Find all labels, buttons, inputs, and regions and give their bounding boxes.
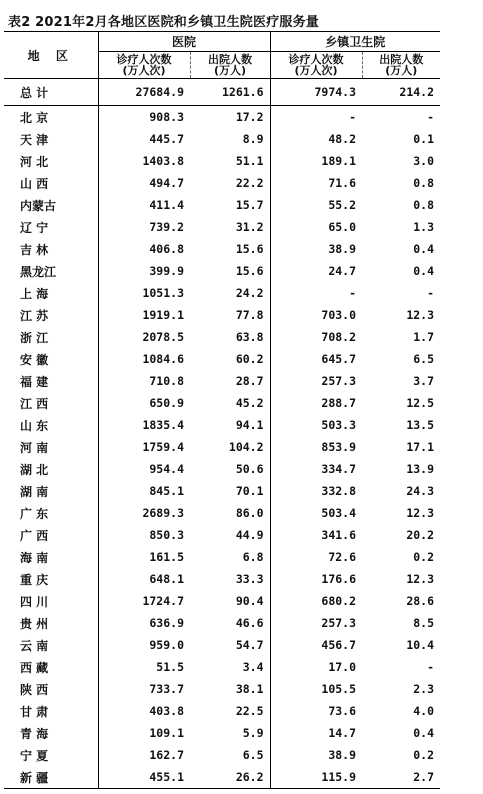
region-cell: 甘 肃	[4, 700, 98, 722]
region-cell: 湖 北	[4, 458, 98, 480]
region-cell: 山 东	[4, 414, 98, 436]
region-cell: 湖 南	[4, 480, 98, 502]
table-title: 表2 2021年2月各地区医院和乡镇卫生院医疗服务量	[8, 15, 319, 30]
township-visits-cell: 38.9	[270, 238, 362, 260]
region-cell: 江 苏	[4, 304, 98, 326]
hospital-visits-cell: 636.9	[98, 612, 190, 634]
region-cell: 宁 夏	[4, 744, 98, 766]
table-row	[4, 656, 440, 678]
hospital-visits-cell: 648.1	[98, 568, 190, 590]
hospital-visits-cell: 403.8	[98, 700, 190, 722]
township-discharges-cell: 0.8	[413, 176, 435, 190]
township-visits-cell: 65.0	[270, 216, 362, 238]
table-row	[4, 634, 440, 656]
hospital-discharges-cell: 54.7	[235, 638, 264, 652]
township-discharges-cell: 0.4	[413, 726, 435, 740]
township-visits-cell: 341.6	[270, 524, 362, 546]
table-row	[4, 414, 440, 436]
table-row	[4, 370, 440, 392]
hospital-visits-cell: 51.5	[98, 656, 190, 678]
table-row	[4, 678, 440, 700]
hospital-discharges-cell: 33.3	[235, 572, 264, 586]
hospital-visits-cell: 399.9	[98, 260, 190, 282]
hospital-visits-cell: 494.7	[98, 172, 190, 194]
region-cell: 海 南	[4, 546, 98, 568]
hospital-visits-cell: 406.8	[98, 238, 190, 260]
hospital-discharges-cell: 1261.6	[190, 79, 270, 106]
township-visits-cell: 708.2	[270, 326, 362, 348]
hospital-discharges-cell: 45.2	[235, 396, 264, 410]
table-row	[4, 546, 440, 568]
region-cell: 上 海	[4, 282, 98, 304]
hospital-visits-cell: 27684.9	[98, 79, 190, 106]
township-visits-cell: 72.6	[270, 546, 362, 568]
hospital-visits-cell: 162.7	[98, 744, 190, 766]
region-cell: 河 北	[4, 150, 98, 172]
hospital-discharges-cell: 8.9	[242, 132, 264, 146]
table-row	[4, 436, 440, 458]
hospital-visits-cell: 908.3	[98, 106, 190, 129]
region-cell: 河 南	[4, 436, 98, 458]
hospital-visits-cell: 2078.5	[98, 326, 190, 348]
township-discharges-cell: 0.4	[413, 264, 435, 278]
hospital-discharges-cell: 77.8	[235, 308, 264, 322]
table-row	[4, 216, 440, 238]
table-row	[4, 524, 440, 546]
table-row	[4, 612, 440, 634]
table-row	[4, 194, 440, 216]
table-row	[4, 260, 440, 282]
township-visits-cell: 334.7	[270, 458, 362, 480]
hospital-discharges-cell: 6.8	[242, 550, 264, 564]
hospital-discharges-cell: 5.9	[242, 726, 264, 740]
hospital-discharges-cell: 63.8	[235, 330, 264, 344]
township-visits-cell: 14.7	[270, 722, 362, 744]
region-cell: 吉 林	[4, 238, 98, 260]
table-row	[4, 700, 440, 722]
township-visits-cell: 703.0	[270, 304, 362, 326]
township-discharges-cell: 28.6	[406, 594, 435, 608]
township-discharges-cell: 13.9	[406, 462, 435, 476]
table-row	[4, 150, 440, 172]
hospital-visits-cell: 455.1	[98, 766, 190, 789]
hospital-discharges-cell: 6.5	[242, 748, 264, 762]
region-cell: 福 建	[4, 370, 98, 392]
township-visits-cell: 24.7	[270, 260, 362, 282]
township-discharges-cell: 0.2	[413, 550, 435, 564]
township-visits-cell: 105.5	[270, 678, 362, 700]
township-visits-cell: 73.6	[270, 700, 362, 722]
table-row	[4, 766, 440, 789]
region-cell: 青 海	[4, 722, 98, 744]
region-cell: 重 庆	[4, 568, 98, 590]
township-discharges-cell: 4.0	[413, 704, 435, 718]
region-cell: 西 藏	[4, 656, 98, 678]
total-row	[4, 79, 440, 106]
township-visits-cell: 680.2	[270, 590, 362, 612]
township-visits-cell: -	[270, 282, 362, 304]
table-row	[4, 282, 440, 304]
township-discharges-cell: 6.5	[413, 352, 435, 366]
hospital-discharges-cell: 86.0	[235, 506, 264, 520]
hospital-discharges-header: 出院人数 (万人)	[190, 52, 270, 79]
township-discharges-cell: 12.5	[406, 396, 435, 410]
region-cell: 安 徽	[4, 348, 98, 370]
township-discharges-cell: -	[427, 660, 435, 674]
township-visits-header: 诊疗人次数 (万人次)	[270, 52, 362, 79]
hospital-visits-cell: 1724.7	[98, 590, 190, 612]
table-row	[4, 392, 440, 414]
region-cell: 新 疆	[4, 766, 98, 789]
table-row	[4, 502, 440, 524]
township-discharges-cell: 0.8	[413, 198, 435, 212]
township-discharges-cell: 12.3	[406, 506, 435, 520]
township-visits-cell: 115.9	[270, 766, 362, 789]
township-visits-cell: 38.9	[270, 744, 362, 766]
table-row	[4, 304, 440, 326]
region-cell: 黑龙江	[4, 260, 98, 282]
township-discharges-cell: 12.3	[406, 572, 435, 586]
header-row-groups	[4, 32, 440, 52]
hospital-discharges-cell: 15.6	[235, 264, 264, 278]
region-cell: 四 川	[4, 590, 98, 612]
township-discharges-cell: 10.4	[406, 638, 435, 652]
table-row	[4, 458, 440, 480]
region-cell: 贵 州	[4, 612, 98, 634]
township-discharges-cell: 0.2	[413, 748, 435, 762]
hospital-visits-cell: 445.7	[98, 128, 190, 150]
hospital-visits-cell: 1759.4	[98, 436, 190, 458]
hospital-visits-cell: 733.7	[98, 678, 190, 700]
township-discharges-cell: 12.3	[406, 308, 435, 322]
township-visits-cell: 645.7	[270, 348, 362, 370]
hospital-discharges-cell: 50.6	[235, 462, 264, 476]
hospital-visits-cell: 850.3	[98, 524, 190, 546]
table-row	[4, 238, 440, 260]
region-column-header: 地 区	[4, 32, 98, 79]
hospital-discharges-cell: 3.4	[242, 660, 264, 674]
township-group-header: 乡镇卫生院	[270, 32, 440, 52]
township-discharges-cell: 0.1	[413, 132, 435, 146]
region-cell: 浙 江	[4, 326, 98, 348]
table-body	[4, 79, 440, 789]
region-cell: 总 计	[4, 79, 98, 106]
service-volume-table	[4, 31, 440, 789]
region-cell: 云 南	[4, 634, 98, 656]
hospital-discharges-cell: 22.2	[235, 176, 264, 190]
hospital-discharges-cell: 51.1	[235, 154, 264, 168]
hospital-discharges-cell: 31.2	[235, 220, 264, 234]
township-discharges-cell: 214.2	[362, 79, 440, 106]
hospital-visits-header: 诊疗人次数 (万人次)	[98, 52, 190, 79]
township-discharges-cell: 8.5	[413, 616, 435, 630]
township-discharges-cell: 1.7	[413, 330, 435, 344]
hospital-discharges-cell: 60.2	[235, 352, 264, 366]
table-row	[4, 722, 440, 744]
table-row	[4, 348, 440, 370]
table-row	[4, 590, 440, 612]
hospital-discharges-cell: 15.7	[235, 198, 264, 212]
table-row	[4, 568, 440, 590]
township-discharges-cell: -	[427, 286, 435, 300]
hospital-discharges-cell: 24.2	[235, 286, 264, 300]
township-visits-cell: 332.8	[270, 480, 362, 502]
township-visits-cell: 503.3	[270, 414, 362, 436]
township-visits-cell: 55.2	[270, 194, 362, 216]
hospital-visits-cell: 1084.6	[98, 348, 190, 370]
hospital-discharges-cell: 46.6	[235, 616, 264, 630]
hospital-visits-cell: 959.0	[98, 634, 190, 656]
region-cell: 内蒙古	[4, 194, 98, 216]
hospital-visits-cell: 1403.8	[98, 150, 190, 172]
township-discharges-header: 出院人数 (万人)	[362, 52, 440, 79]
hospital-discharges-cell: 38.1	[235, 682, 264, 696]
hospital-visits-cell: 710.8	[98, 370, 190, 392]
hospital-visits-cell: 1835.4	[98, 414, 190, 436]
hospital-visits-cell: 845.1	[98, 480, 190, 502]
township-visits-cell: 48.2	[270, 128, 362, 150]
hospital-visits-cell: 2689.3	[98, 502, 190, 524]
hospital-visits-cell: 1051.3	[98, 282, 190, 304]
hospital-visits-cell: 954.4	[98, 458, 190, 480]
township-visits-cell: 288.7	[270, 392, 362, 414]
township-discharges-cell: 2.7	[362, 766, 440, 789]
region-cell: 山 西	[4, 172, 98, 194]
hospital-discharges-cell: 26.2	[190, 766, 270, 789]
hospital-visits-cell: 161.5	[98, 546, 190, 568]
hospital-discharges-cell: 44.9	[235, 528, 264, 542]
township-visits-cell: 456.7	[270, 634, 362, 656]
township-visits-cell: 176.6	[270, 568, 362, 590]
region-cell: 北 京	[4, 106, 98, 129]
region-cell: 江 西	[4, 392, 98, 414]
township-discharges-cell: -	[427, 110, 435, 124]
hospital-discharges-cell: 22.5	[235, 704, 264, 718]
hospital-discharges-cell: 94.1	[235, 418, 264, 432]
township-discharges-cell: 3.0	[413, 154, 435, 168]
township-visits-cell: 257.3	[270, 612, 362, 634]
hospital-discharges-cell: 28.7	[235, 374, 264, 388]
table-row	[4, 106, 440, 129]
township-discharges-cell: 1.3	[413, 220, 435, 234]
hospital-discharges-cell: 15.6	[235, 242, 264, 256]
region-cell: 广 西	[4, 524, 98, 546]
hospital-discharges-cell: 70.1	[235, 484, 264, 498]
hospital-visits-cell: 1919.1	[98, 304, 190, 326]
region-cell: 辽 宁	[4, 216, 98, 238]
township-visits-cell: 503.4	[270, 502, 362, 524]
township-visits-cell: 853.9	[270, 436, 362, 458]
table-row	[4, 128, 440, 150]
table-row	[4, 172, 440, 194]
township-discharges-cell: 2.3	[413, 682, 435, 696]
region-cell: 天 津	[4, 128, 98, 150]
table-row	[4, 326, 440, 348]
table-row	[4, 744, 440, 766]
township-discharges-cell: 13.5	[406, 418, 435, 432]
hospital-discharges-cell: 17.2	[235, 110, 264, 124]
township-visits-cell: 71.6	[270, 172, 362, 194]
township-visits-cell: 7974.3	[270, 79, 362, 106]
table-row	[4, 480, 440, 502]
township-visits-cell: 189.1	[270, 150, 362, 172]
township-discharges-cell: 17.1	[406, 440, 435, 454]
hospital-discharges-cell: 104.2	[228, 440, 264, 454]
township-discharges-cell: 0.4	[413, 242, 435, 256]
hospital-visits-cell: 650.9	[98, 392, 190, 414]
hospital-visits-cell: 411.4	[98, 194, 190, 216]
township-visits-cell: -	[270, 106, 362, 129]
township-discharges-cell: 20.2	[406, 528, 435, 542]
hospital-group-header: 医院	[98, 32, 270, 52]
township-discharges-cell: 3.7	[413, 374, 435, 388]
township-discharges-cell: 24.3	[406, 484, 435, 498]
hospital-visits-cell: 109.1	[98, 722, 190, 744]
township-visits-cell: 17.0	[270, 656, 362, 678]
hospital-visits-cell: 739.2	[98, 216, 190, 238]
region-cell: 广 东	[4, 502, 98, 524]
region-cell: 陕 西	[4, 678, 98, 700]
hospital-discharges-cell: 90.4	[235, 594, 264, 608]
township-visits-cell: 257.3	[270, 370, 362, 392]
